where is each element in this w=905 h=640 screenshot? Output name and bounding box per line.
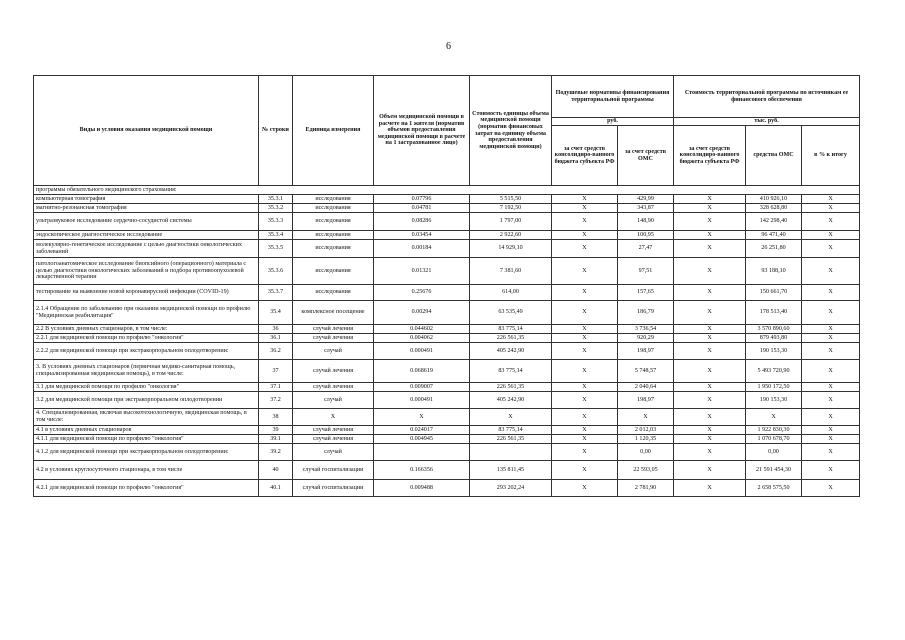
cell-tc-oms: 1 070 678,70 [746, 435, 802, 444]
cell-pc-budget: X [552, 480, 618, 497]
cell-pc-budget: X [552, 301, 618, 325]
table-row [34, 444, 860, 461]
cell-pct: X [802, 435, 860, 444]
cell-name: компьютерная томография [34, 195, 259, 204]
cell-pct: X [802, 461, 860, 480]
page-number: 6 [446, 41, 451, 52]
cell-line: 38 [259, 409, 293, 426]
cell-tc-oms: 0,00 [746, 444, 802, 461]
cell-pc-oms: 429,99 [618, 195, 674, 204]
cell-pc-budget: X [552, 285, 618, 301]
table-row [34, 392, 860, 409]
cell-volume: 0.000491 [374, 343, 470, 360]
cell-pct: X [802, 285, 860, 301]
table-row [34, 409, 860, 426]
cell-pc-oms: 27,47 [618, 240, 674, 258]
cell-cost: 83 775,14 [470, 360, 552, 383]
cell-pct: X [802, 301, 860, 325]
cell-pc-budget: X [552, 383, 618, 392]
cell-name: молекулярно-генетическое исследование с целью диагностики онкологических заболеваний [34, 240, 259, 258]
cell-pc-oms: 1 120,35 [618, 435, 674, 444]
cell-line: 35.4 [259, 301, 293, 325]
cell-pc-budget: X [552, 409, 618, 426]
cell-pct: X [802, 195, 860, 204]
cell-pct: X [802, 444, 860, 461]
cell-cost: 614,00 [470, 285, 552, 301]
cell-pct: X [802, 213, 860, 231]
cell-unit: случай лечения [293, 426, 374, 435]
cell-unit: исследования [293, 204, 374, 213]
table-row [34, 258, 860, 285]
cell-cost: 293 202,24 [470, 480, 552, 497]
cell-pct: X [802, 383, 860, 392]
cell-cost: 226 561,35 [470, 435, 552, 444]
cell-pc-oms: 3 736,54 [618, 325, 674, 334]
cell-tc-budget: X [674, 435, 746, 444]
cell-tc-oms: 150 661,70 [746, 285, 802, 301]
cell-line: 35.3.7 [259, 285, 293, 301]
table-row [34, 213, 860, 231]
cell-tc-oms: 96 471,40 [746, 231, 802, 240]
cell-cost: 83 775,14 [470, 325, 552, 334]
cell-pc-budget: X [552, 195, 618, 204]
financing-table [33, 75, 860, 497]
cell-pc-oms: 97,51 [618, 258, 674, 285]
cell-cost: 14 929,10 [470, 240, 552, 258]
cell-unit: случай [293, 444, 374, 461]
cell-tc-budget: X [674, 213, 746, 231]
cell-pc-budget: X [552, 334, 618, 343]
header-volume: Объем медицинской помощи в расчете на 1 жителя (норматив объемов предоставления медицинской помощи в расчете на 1 застрахованное лицо) [374, 76, 470, 186]
cell-pct: X [802, 258, 860, 285]
cell-tc-budget: X [674, 383, 746, 392]
cell-pc-budget: X [552, 240, 618, 258]
cell-cost: 63 535,49 [470, 301, 552, 325]
cell-name: 4.1.1 для медицинской помощи по профилю "онкология" [34, 435, 259, 444]
cell-unit: случай госпитализации [293, 480, 374, 497]
cell-line: 36 [259, 325, 293, 334]
cell-name: ультразвуковое исследование сердечно-сосудистой системы [34, 213, 259, 231]
cell-name: 4.2 в условиях круглосуточного стационара, в том числе [34, 461, 259, 480]
cell-volume: 0.01321 [374, 258, 470, 285]
cell-pct: X [802, 409, 860, 426]
cell-volume: 0.004062 [374, 334, 470, 343]
cell-name: патологоанатомическое исследование биопсийного (операционного) материала с целью диагностики онкологических заболеваний и подбора противоопухолевой лекарственной терапии [34, 258, 259, 285]
cell-cost: 7 381,60 [470, 258, 552, 285]
cell-cost: 405 242,90 [470, 392, 552, 409]
cell-tc-oms: 190 153,30 [746, 343, 802, 360]
cell-pc-budget: X [552, 360, 618, 383]
cell-pc-oms: 2 781,90 [618, 480, 674, 497]
cell-cost: 7 192,50 [470, 204, 552, 213]
cell-line: 35.3.3 [259, 213, 293, 231]
cell-pct: X [802, 240, 860, 258]
cell-volume: 0.166356 [374, 461, 470, 480]
cell-cost: 135 811,45 [470, 461, 552, 480]
cell-pc-oms: 186,79 [618, 301, 674, 325]
cell-line: 37.1 [259, 383, 293, 392]
cell-unit: случай лечения [293, 334, 374, 343]
cell-pc-oms: 198,97 [618, 392, 674, 409]
cell-volume: 0.024017 [374, 426, 470, 435]
cell-pct: X [802, 426, 860, 435]
cell-cost: X [470, 409, 552, 426]
cell-pc-oms: 22 593,05 [618, 461, 674, 480]
cell-name: 3.2 для медицинской помощи при экстракорпоральном оплодотворении [34, 392, 259, 409]
cell-volume: 0.25676 [374, 285, 470, 301]
table-row [34, 480, 860, 497]
cell-pc-budget: X [552, 444, 618, 461]
cell-unit: исследования [293, 258, 374, 285]
cell-name: 4.1 в условиях дневных стационаров [34, 426, 259, 435]
cell-name: тестирование на выявление новой коронавирусной инфекции (COVID-19) [34, 285, 259, 301]
cell-tc-budget: X [674, 392, 746, 409]
cell-pct: X [802, 325, 860, 334]
cell-volume: 0.009488 [374, 480, 470, 497]
table-row [34, 435, 860, 444]
cell-line: 37 [259, 360, 293, 383]
cell-cost: 226 561,35 [470, 383, 552, 392]
cell-name: 2.2.2 для медицинской помощи при экстракорпоральном оплодотворении: [34, 343, 259, 360]
cell-name: 4.1.2 для медицинской помощи при экстракорпоральном оплодотворении: [34, 444, 259, 461]
cell-tc-oms: 1 922 830,30 [746, 426, 802, 435]
cell-tc-oms: 328 628,80 [746, 204, 802, 213]
continuation-text: программы обязательного медицинского страхования: [34, 186, 860, 195]
cell-tc-budget: X [674, 480, 746, 497]
cell-volume: 0.044602 [374, 325, 470, 334]
cell-volume: 0.04781 [374, 204, 470, 213]
cell-volume [374, 444, 470, 461]
table-row [34, 325, 860, 334]
cell-unit: случай лечения [293, 435, 374, 444]
cell-pc-oms: 148,90 [618, 213, 674, 231]
cell-tc-oms: 1 950 172,50 [746, 383, 802, 392]
cell-pc-budget: X [552, 231, 618, 240]
cell-unit: исследования [293, 213, 374, 231]
cell-pc-oms: 2 040,64 [618, 383, 674, 392]
cell-pct: X [802, 480, 860, 497]
cell-volume: 0.00294 [374, 301, 470, 325]
cell-volume: 0.08286 [374, 213, 470, 231]
cell-pc-budget: X [552, 204, 618, 213]
cell-tc-budget: X [674, 204, 746, 213]
cell-name: 2.1.4 Обращение по заболеванию при оказании медицинской помощи по профилю "Медицинская реабилитация" [34, 301, 259, 325]
cell-tc-oms: 21 591 454,30 [746, 461, 802, 480]
cell-cost: 83 775,14 [470, 426, 552, 435]
cell-pct: X [802, 231, 860, 240]
cell-line: 39.1 [259, 435, 293, 444]
table-row [34, 231, 860, 240]
cell-tc-budget: X [674, 444, 746, 461]
cell-pc-budget: X [552, 343, 618, 360]
table-row [34, 240, 860, 258]
cell-tc-budget: X [674, 231, 746, 240]
cell-unit: случай лечения [293, 383, 374, 392]
cell-unit: X [293, 409, 374, 426]
table-row [34, 195, 860, 204]
cell-pc-budget: X [552, 213, 618, 231]
cell-unit: исследования [293, 285, 374, 301]
cell-pc-oms: 0,00 [618, 444, 674, 461]
cell-line: 35.3.6 [259, 258, 293, 285]
table-row [34, 204, 860, 213]
cell-unit: случай лечения [293, 325, 374, 334]
cell-pc-oms: 920,29 [618, 334, 674, 343]
cell-pc-budget: X [552, 392, 618, 409]
cell-tc-oms: 178 513,40 [746, 301, 802, 325]
cell-tc-budget: X [674, 343, 746, 360]
cell-unit: случай [293, 343, 374, 360]
cell-tc-budget: X [674, 409, 746, 426]
cell-tc-oms: 3 570 890,60 [746, 325, 802, 334]
cell-name: магнитно-резонансная томография [34, 204, 259, 213]
cell-line: 35.3.5 [259, 240, 293, 258]
cell-pc-oms: 100,95 [618, 231, 674, 240]
cell-unit: случай [293, 392, 374, 409]
cell-pc-oms: 157,65 [618, 285, 674, 301]
cell-cost: 405 242,90 [470, 343, 552, 360]
cell-tc-oms: 190 153,30 [746, 392, 802, 409]
cell-cost: 2 922,60 [470, 231, 552, 240]
header-rub: руб. [552, 118, 674, 126]
cell-cost: 5 515,50 [470, 195, 552, 204]
cell-pct: X [802, 204, 860, 213]
cell-pct: X [802, 343, 860, 360]
cell-tc-oms: X [746, 409, 802, 426]
cell-name: 2.2.1 для медицинской помощи по профилю "онкология" [34, 334, 259, 343]
header-cost: Стоимость единицы объема медицинской помощи (норматив финансовых затрат на единицу объема предоставления медицинской помощи) [470, 76, 552, 186]
cell-name: 3. В условиях дневных стационаров (первичная медико-санитарная помощь, специализированная медицинская помощь), в том числе: [34, 360, 259, 383]
cell-line: 36.2 [259, 343, 293, 360]
header-pct: в % к итогу [802, 126, 860, 186]
cell-unit: исследования [293, 240, 374, 258]
cell-tc-budget: X [674, 240, 746, 258]
cell-name: 2.2 В условиях дневных стационаров, в том числе: [34, 325, 259, 334]
header-line: № строки [259, 76, 293, 186]
cell-line: 40.1 [259, 480, 293, 497]
cell-unit: исследования [293, 195, 374, 204]
cell-volume: 0.000491 [374, 392, 470, 409]
header-unit: Единица измерения [293, 76, 374, 186]
cell-pct: X [802, 360, 860, 383]
cell-tc-budget: X [674, 334, 746, 343]
table-row [34, 301, 860, 325]
cell-tc-budget: X [674, 461, 746, 480]
header-tc-budget: за счет средств консолидиро-ванного бюджета субъекта РФ [674, 126, 746, 186]
cell-cost [470, 444, 552, 461]
table-row [34, 426, 860, 435]
cell-tc-oms: 93 188,10 [746, 258, 802, 285]
header-pc-budget: за счет средств консолидиро-ванного бюджета субъекта РФ [552, 126, 618, 186]
header-thous-rub: тыс. руб. [674, 118, 860, 126]
cell-name: 4.2.1 для медицинской помощи по профилю "онкология" [34, 480, 259, 497]
cell-volume: 0.03454 [374, 231, 470, 240]
cell-line: 36.1 [259, 334, 293, 343]
table-row [34, 343, 860, 360]
cell-name: 4. Специализированная, включая высокотехнологичную, медицинская помощь, в том числе: [34, 409, 259, 426]
cell-line: 35.3.1 [259, 195, 293, 204]
cell-pc-budget: X [552, 461, 618, 480]
cell-tc-oms: 2 658 575,50 [746, 480, 802, 497]
cell-pc-budget: X [552, 426, 618, 435]
table-row [34, 360, 860, 383]
cell-pc-oms: 343,87 [618, 204, 674, 213]
cell-tc-budget: X [674, 301, 746, 325]
cell-tc-budget: X [674, 285, 746, 301]
cell-unit: исследования [293, 231, 374, 240]
cell-unit: случай лечения [293, 360, 374, 383]
cell-tc-oms: 5 493 720,90 [746, 360, 802, 383]
cell-pc-budget: X [552, 325, 618, 334]
cell-tc-budget: X [674, 426, 746, 435]
header-tc-oms: средства ОМС [746, 126, 802, 186]
header-name: Виды и условия оказания медицинской помощи [34, 76, 259, 186]
header-per-capita: Подушевые нормативы финансирования территориальной программы [552, 76, 674, 118]
cell-pc-budget: X [552, 435, 618, 444]
cell-tc-oms: 879 493,80 [746, 334, 802, 343]
cell-tc-budget: X [674, 325, 746, 334]
cell-pct: X [802, 334, 860, 343]
cell-volume: X [374, 409, 470, 426]
cell-line: 35.3.4 [259, 231, 293, 240]
table-row [34, 285, 860, 301]
cell-pc-budget: X [552, 258, 618, 285]
cell-line: 39 [259, 426, 293, 435]
cell-line: 39.2 [259, 444, 293, 461]
cell-volume: 0.07796 [374, 195, 470, 204]
cell-name: 3.1 для медицинской помощи по профилю "онкология" [34, 383, 259, 392]
cell-line: 37.2 [259, 392, 293, 409]
cell-cost: 1 797,00 [470, 213, 552, 231]
cell-tc-budget: X [674, 360, 746, 383]
table-row [34, 383, 860, 392]
header-program-cost: Стоимость территориальной программы по источникам ее финансового обеспечения [674, 76, 860, 118]
cell-pc-oms: X [618, 409, 674, 426]
cell-line: 35.3.2 [259, 204, 293, 213]
cell-cost: 226 561,35 [470, 334, 552, 343]
table-row [34, 461, 860, 480]
cell-name: эндоскопическое диагностическое исследование [34, 231, 259, 240]
cell-volume: 0.068619 [374, 360, 470, 383]
cell-tc-budget: X [674, 195, 746, 204]
cell-pc-oms: 198,97 [618, 343, 674, 360]
cell-line: 40 [259, 461, 293, 480]
header-pc-oms: за счет средств ОМС [618, 126, 674, 186]
cell-tc-budget: X [674, 258, 746, 285]
cell-volume: 0.004945 [374, 435, 470, 444]
cell-unit: комплексное посещение [293, 301, 374, 325]
cell-unit: случай госпитализации [293, 461, 374, 480]
cell-pc-oms: 2 012,03 [618, 426, 674, 435]
cell-volume: 0.00184 [374, 240, 470, 258]
cell-volume: 0.009007 [374, 383, 470, 392]
table-row [34, 334, 860, 343]
cell-tc-oms: 142 298,40 [746, 213, 802, 231]
cell-tc-oms: 410 926,10 [746, 195, 802, 204]
cell-pct: X [802, 392, 860, 409]
cell-tc-oms: 26 251,80 [746, 240, 802, 258]
cell-pc-oms: 5 748,57 [618, 360, 674, 383]
